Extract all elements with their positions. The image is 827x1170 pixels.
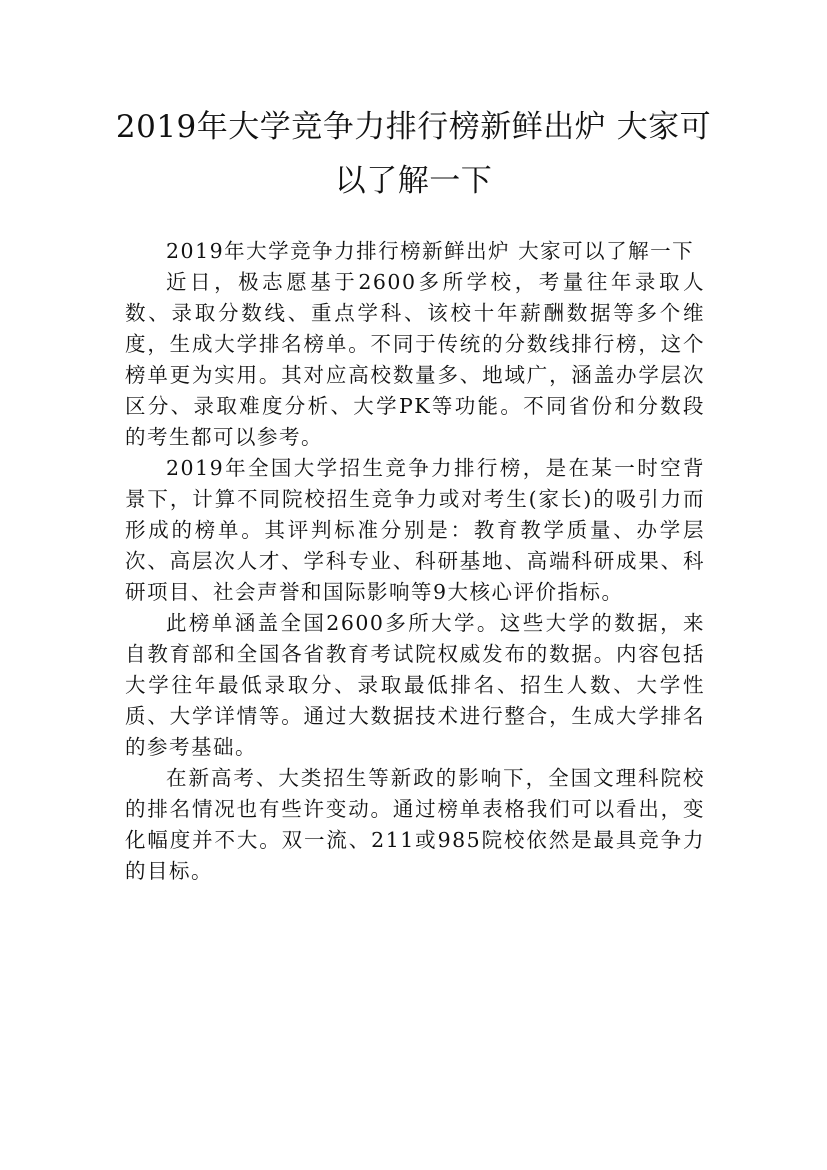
document-subtitle: 2019年大学竞争力排行榜新鲜出炉 大家可以了解一下 — [166, 239, 695, 263]
paragraph-2: 2019年全国大学招生竞争力排行榜，是在某一时空背景下，计算不同院校招生竞争力或对考生(家长)的吸引力而形成的榜单。其评判标准分别是：教育教学质量、办学层次、高层次人才、学科专业、科研基地、高端科研成果、科研项目、社会声誉和国际影响等9大核心评价指标。 — [125, 456, 705, 604]
paragraph-4: 在新高考、大类招生等新政的影响下，全国文理科院校的排名情况也有些许变动。通过榜单表格我们可以看出，变化幅度并不大。双一流、211或985院校依然是最具竞争力的目标。 — [125, 766, 705, 883]
paragraph-3: 此榜单涵盖全国2600多所大学。这些大学的数据，来自教育部和全国各省教育考试院权威发布的数据。内容包括大学往年最低录取分、录取最低排名、招生人数、大学性质、大学详情等。通过大数据技术进行整合，生成大学排名的参考基础。 — [125, 611, 705, 759]
document-body — [125, 236, 705, 887]
paragraph-1: 近日，极志愿基于2600多所学校，考量往年录取人数、录取分数线、重点学科、该校十年薪酬数据等多个维度，生成大学排名榜单。不同于传统的分数线排行榜，这个榜单更为实用。其对应高校数量多、地域广，涵盖办学层次区分、录取难度分析、大学PK等功能。不同省份和分数段的考生都可以参考。 — [125, 270, 705, 449]
document-title: 2019年大学竞争力排行榜新鲜出炉 大家可以了解一下 — [115, 109, 712, 199]
